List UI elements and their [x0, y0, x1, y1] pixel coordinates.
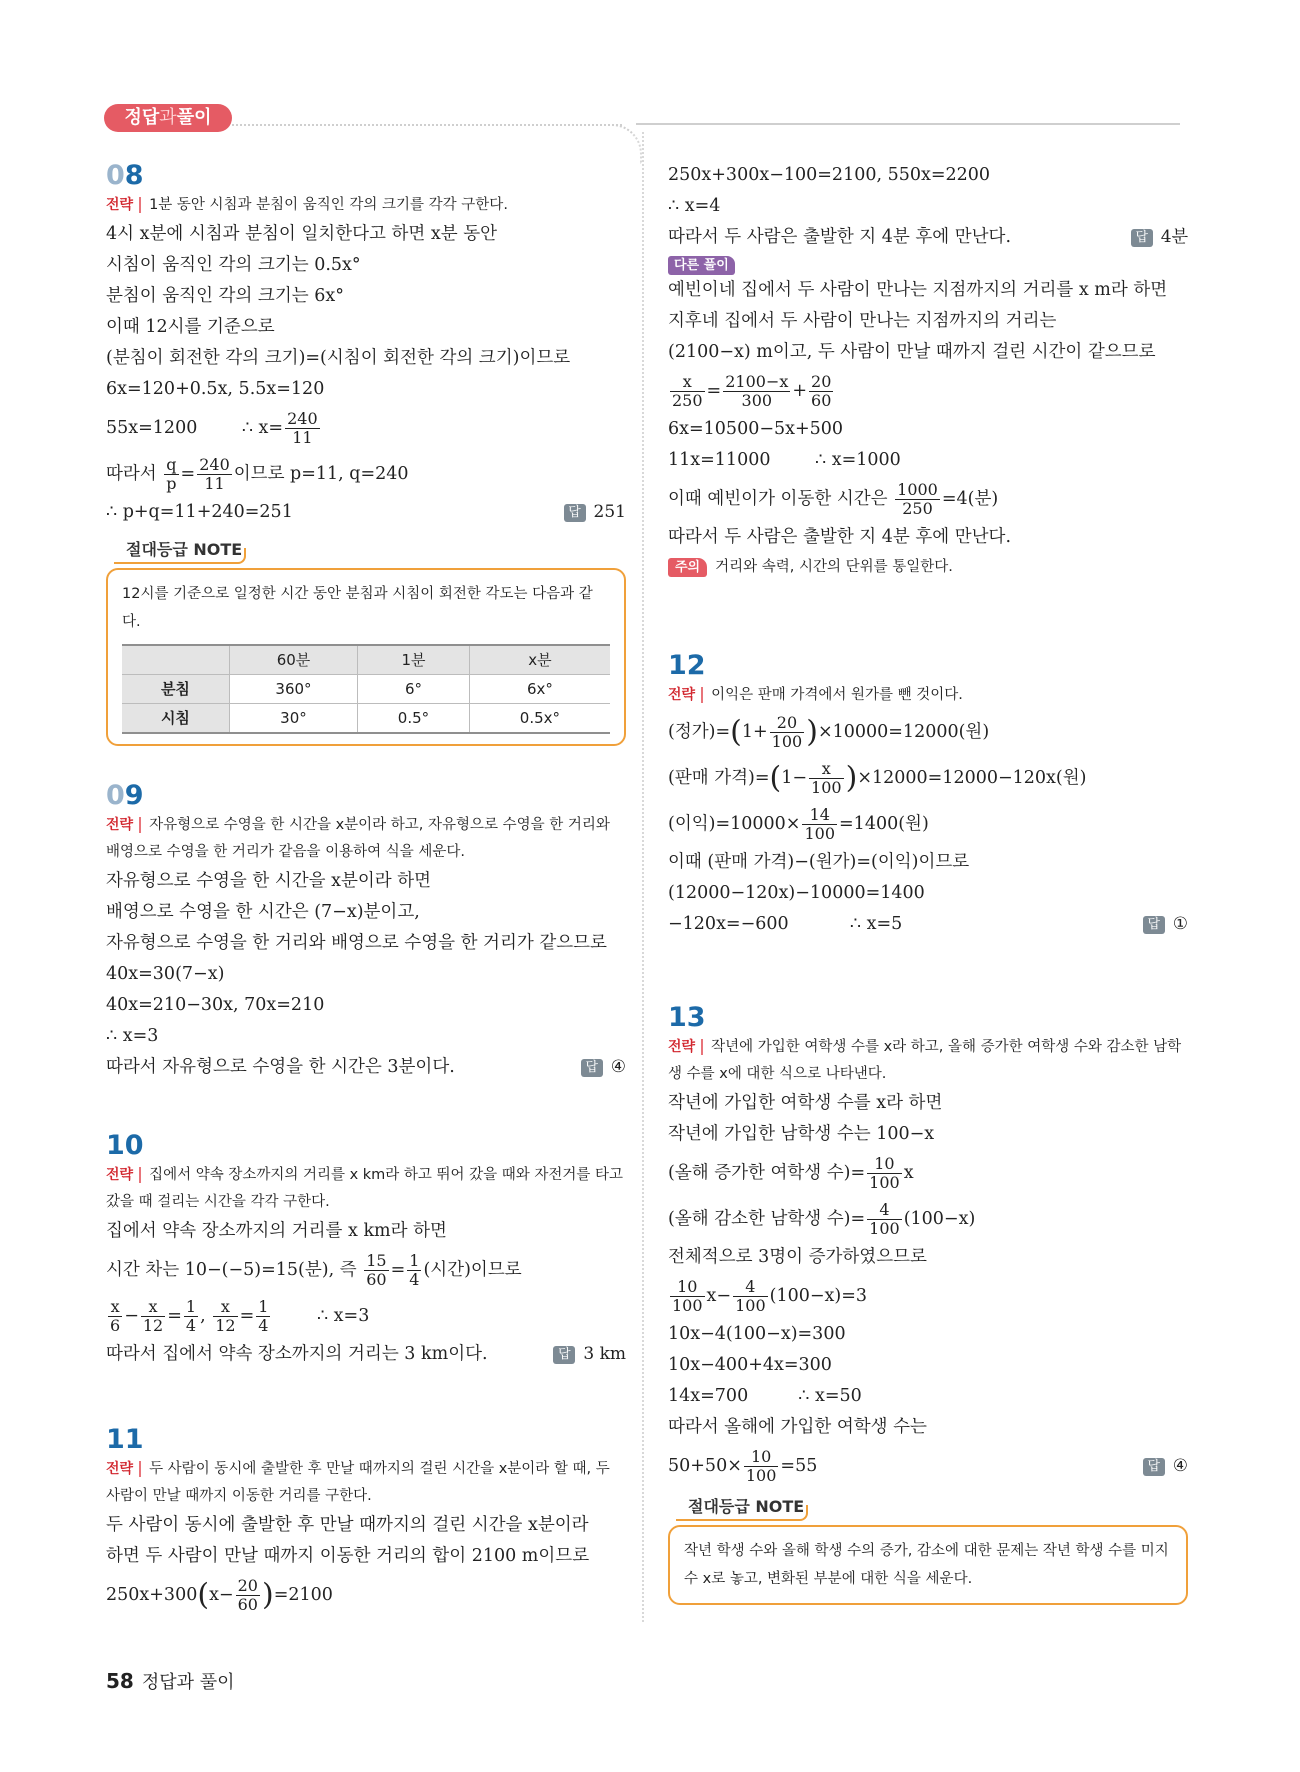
solution-line: 따라서 집에서 약속 장소까지의 거리는 3 km이다. 답 3 km — [106, 1339, 626, 1370]
section-header-badge: 정답과풀이 — [104, 104, 232, 132]
answer: 답 4분 — [1131, 222, 1188, 253]
problem-number: 13 — [668, 1002, 706, 1033]
solution-line: (이익)=10000× $\frac{14}{100}$ =1400(원) — [668, 805, 929, 843]
problem-number: 12 — [668, 650, 706, 681]
solution-line: 지후네 집에서 두 사람이 만나는 지점까지의 거리는 — [668, 311, 1057, 331]
solution-line: $\frac{10}{100}$ x− $\frac{4}{100}$ (100−x)=3 — [672, 1277, 868, 1315]
solution-line: 11x=11000 ∴ x=1000 — [668, 450, 901, 470]
note-title: 절대등급 NOTE — [106, 538, 626, 562]
solution-line: ∴ x=4 — [668, 196, 721, 216]
solution-line: 40x=210−30x, 70x=210 — [106, 995, 325, 1015]
solution-line: (판매 가격)=(1− $\frac{x}{100}$ )×12000=12000−120x(원) — [668, 759, 1087, 797]
solution-line: 하면 두 사람이 만날 때까지 이동한 거리의 합이 2100 m이므로 — [106, 1546, 590, 1566]
solution-line: 작년에 가입한 남학생 수는 100−x — [668, 1124, 935, 1144]
solution-line: (2100−x) m이고, 두 사람이 만날 때까지 걸린 시간이 같으므로 — [668, 342, 1156, 362]
solution-line: 40x=30(7−x) — [106, 964, 225, 984]
fraction: $\frac{240}{11}$ — [287, 409, 318, 447]
solution-line: 이때 12시를 기준으로 — [106, 317, 275, 337]
fraction: $\frac{1}{4}$ — [409, 1251, 420, 1289]
column-corner — [600, 124, 642, 164]
problem-11 — [106, 1424, 626, 1618]
solution-line: 따라서 $\frac{q}{p}$ = $\frac{240}{11}$ 이므로 p=11, q=240 — [106, 455, 409, 493]
solution-line: ∴ p+q=11+240=251 답 251 — [106, 497, 626, 528]
note-box — [106, 568, 626, 746]
page-footer — [106, 1668, 235, 1694]
solution-line: 14x=700 ∴ x=50 — [668, 1386, 862, 1406]
note-text: 12시를 기준으로 일정한 시간 동안 분침과 시침이 회전한 각도는 다음과 같다. — [122, 586, 593, 630]
answer: 답 ④ — [581, 1052, 626, 1083]
page-number: 58 — [106, 1669, 134, 1693]
problem-13 — [668, 1002, 1188, 1605]
problem-number: 11 — [106, 1424, 144, 1455]
solution-line: (올해 감소한 남학생 수)= $\frac{4}{100}$ (100−x) — [668, 1200, 976, 1238]
column-divider — [642, 132, 644, 1622]
problem-09 — [106, 780, 626, 1083]
solution-line: 따라서 두 사람은 출발한 지 4분 후에 만난다. — [668, 527, 1012, 547]
solution-line: 4시 x분에 시침과 분침이 일치한다고 하면 x분 동안 — [106, 224, 498, 244]
fraction: $\frac{15}{60}$ — [366, 1251, 387, 1289]
answer-icon: 답 — [581, 1059, 603, 1077]
solution-line: (정가)=(1+ $\frac{20}{100}$ )×10000=12000(원) — [668, 713, 990, 751]
solution-line: 작년에 가입한 여학생 수를 x라 하면 — [668, 1093, 943, 1113]
solution-line: 자유형으로 수영을 한 거리와 배영으로 수영을 한 거리가 같으므로 — [106, 933, 607, 953]
solution-line: 따라서 올해에 가입한 여학생 수는 — [668, 1417, 927, 1437]
solution-line: 예빈이네 집에서 두 사람이 만나는 지점까지의 거리를 x m라 하면 — [668, 280, 1168, 300]
strategy-line: 전략 자유형으로 수영을 한 시간을 x분이라 하고, 자유형으로 수영을 한 거리와 배영으로 수영을 한 거리가 같음을 이용하여 식을 세운다. — [106, 817, 610, 860]
solution-line: 두 사람이 동시에 출발한 후 만날 때까지의 걸린 시간을 x분이라 — [106, 1515, 589, 1535]
strategy-line: 전략 작년에 가입한 여학생 수를 x라 하고, 올해 증가한 여학생 수와 감소한 남학생 수를 x에 대한 식으로 나타낸다. — [668, 1039, 1182, 1082]
strategy-line: 전략 두 사람이 동시에 출발한 후 만날 때까지의 걸린 시간을 x분이라 할 때, 두 사람이 만날 때까지 이동한 거리를 구한다. — [106, 1461, 610, 1504]
solution-line: (12000−120x)−10000=1400 — [668, 883, 925, 903]
problem-number: 08 — [106, 160, 144, 191]
problem-10 — [106, 1130, 626, 1370]
note-text: 작년 학생 수와 올해 학생 수의 증가, 감소에 대한 문제는 작년 학생 수를 미지수 x로 놓고, 변화된 부분에 대한 식을 세운다. — [684, 1543, 1169, 1587]
solution-line: 250x+300x−100=2100, 550x=2200 — [668, 165, 991, 185]
solution-line: 6x=10500−5x+500 — [668, 419, 844, 439]
solution-line: $\frac{x}{250}$ = $\frac{2100-x}{300}$ + $\frac{20}{60}$ — [672, 372, 832, 410]
answer-icon: 답 — [1131, 229, 1153, 247]
alt-solution-tag: 다른 풀이 — [668, 256, 735, 275]
answer-icon: 답 — [1143, 1458, 1165, 1476]
solution-line: 시침이 움직인 각의 크기는 0.5x° — [106, 255, 361, 275]
header-rule — [636, 123, 1180, 125]
strategy-line: 전략 1분 동안 시침과 분침이 움직인 각의 크기를 각각 구한다. — [106, 197, 508, 213]
solution-line: 10x−4(100−x)=300 — [668, 1324, 846, 1344]
answer: 답 251 — [564, 497, 626, 528]
solution-line: 분침이 움직인 각의 크기는 6x° — [106, 286, 344, 306]
fraction: $\frac{240}{11}$ — [199, 455, 230, 493]
solution-line: 10x−400+4x=300 — [668, 1355, 832, 1375]
note-box — [668, 1525, 1188, 1605]
answer: 답 3 km — [553, 1339, 626, 1370]
strategy-line: 전략 이익은 판매 가격에서 원가를 뺀 것이다. — [668, 687, 963, 703]
strategy-line: 전략 집에서 약속 장소까지의 거리를 x km라 하고 뛰어 갔을 때와 자전거를 타고 갔을 때 걸리는 시간을 각각 구한다. — [106, 1167, 624, 1210]
solution-line: 6x=120+0.5x, 5.5x=120 — [106, 379, 325, 399]
problem-number: 09 — [106, 780, 144, 811]
caution-line: 주의 거리와 속력, 시간의 단위를 통일한다. — [668, 553, 1188, 581]
answer: 답 ④ — [1143, 1443, 1188, 1489]
solution-line: 따라서 자유형으로 수영을 한 시간은 3분이다. 답 ④ — [106, 1052, 626, 1083]
solution-line: 55x=1200 ∴ x= $\frac{240}{11}$ — [106, 409, 318, 447]
answer-icon: 답 — [553, 1346, 575, 1364]
problem-12 — [668, 650, 1188, 940]
note-title: 절대등급 NOTE — [668, 1495, 1188, 1519]
solution-line: $\frac{x}{6}$ − $\frac{x}{12}$ = $\frac{1}{4}$ , $\frac{x}{12}$ = $\frac{1}{4}$ ∴ x=3 — [110, 1297, 370, 1335]
fraction: $\frac{20}{60}$ — [237, 1576, 258, 1614]
fraction: $\frac{1000}{250}$ — [897, 480, 938, 518]
solution-line: 집에서 약속 장소까지의 거리를 x km라 하면 — [106, 1221, 447, 1241]
answer-icon: 답 — [1143, 916, 1165, 934]
solution-line: 이때 예빈이가 이동한 시간은 $\frac{1000}{250}$ =4(분) — [668, 480, 999, 518]
solution-line: 시간 차는 10−(−5)=15(분), 즉 $\frac{15}{60}$ = $\frac{1}{4}$ (시간)이므로 — [106, 1251, 522, 1289]
solution-line: 50+50× $\frac{10}{100}$ =55 답 ④ — [668, 1443, 1188, 1489]
solution-line: 자유형으로 수영을 한 시간을 x분이라 하면 — [106, 871, 432, 891]
problem-08 — [106, 160, 626, 746]
table-row: 분침 360° 6° 6x° — [122, 675, 610, 704]
solution-line: (올해 증가한 여학생 수)= $\frac{10}{100}$ x — [668, 1154, 914, 1192]
rotation-table — [122, 644, 610, 734]
solution-line: ∴ x=3 — [106, 1026, 159, 1046]
solution-line: 이때 (판매 가격)−(원가)=(이익)이므로 — [668, 852, 970, 872]
solution-line: (분침이 회전한 각의 크기)=(시침이 회전한 각의 크기)이므로 — [106, 348, 571, 368]
answer: 답 ① — [1143, 909, 1188, 940]
header-dotted-line — [232, 124, 622, 126]
table-row: 60분 1분 x분 — [122, 645, 610, 675]
fraction: $\frac{q}{p}$ — [166, 455, 177, 493]
problem-11-continued — [668, 160, 1188, 581]
answer-icon: 답 — [564, 504, 586, 522]
solution-line: 따라서 두 사람은 출발한 지 4분 후에 만난다. 답 4분 — [668, 222, 1188, 253]
solution-line: 전체적으로 3명이 증가하였으므로 — [668, 1247, 927, 1267]
footer-title: 정답과 풀이 — [141, 1672, 235, 1693]
problem-number: 10 — [106, 1130, 144, 1161]
solution-line: −120x=−600 ∴ x=5 답 ① — [668, 909, 1188, 940]
solution-line: 250x+300(x− $\frac{20}{60}$ )=2100 — [106, 1576, 333, 1614]
table-row: 시침 30° 0.5° 0.5x° — [122, 704, 610, 734]
solution-line: 배영으로 수영을 한 시간은 (7−x)분이고, — [106, 902, 420, 922]
